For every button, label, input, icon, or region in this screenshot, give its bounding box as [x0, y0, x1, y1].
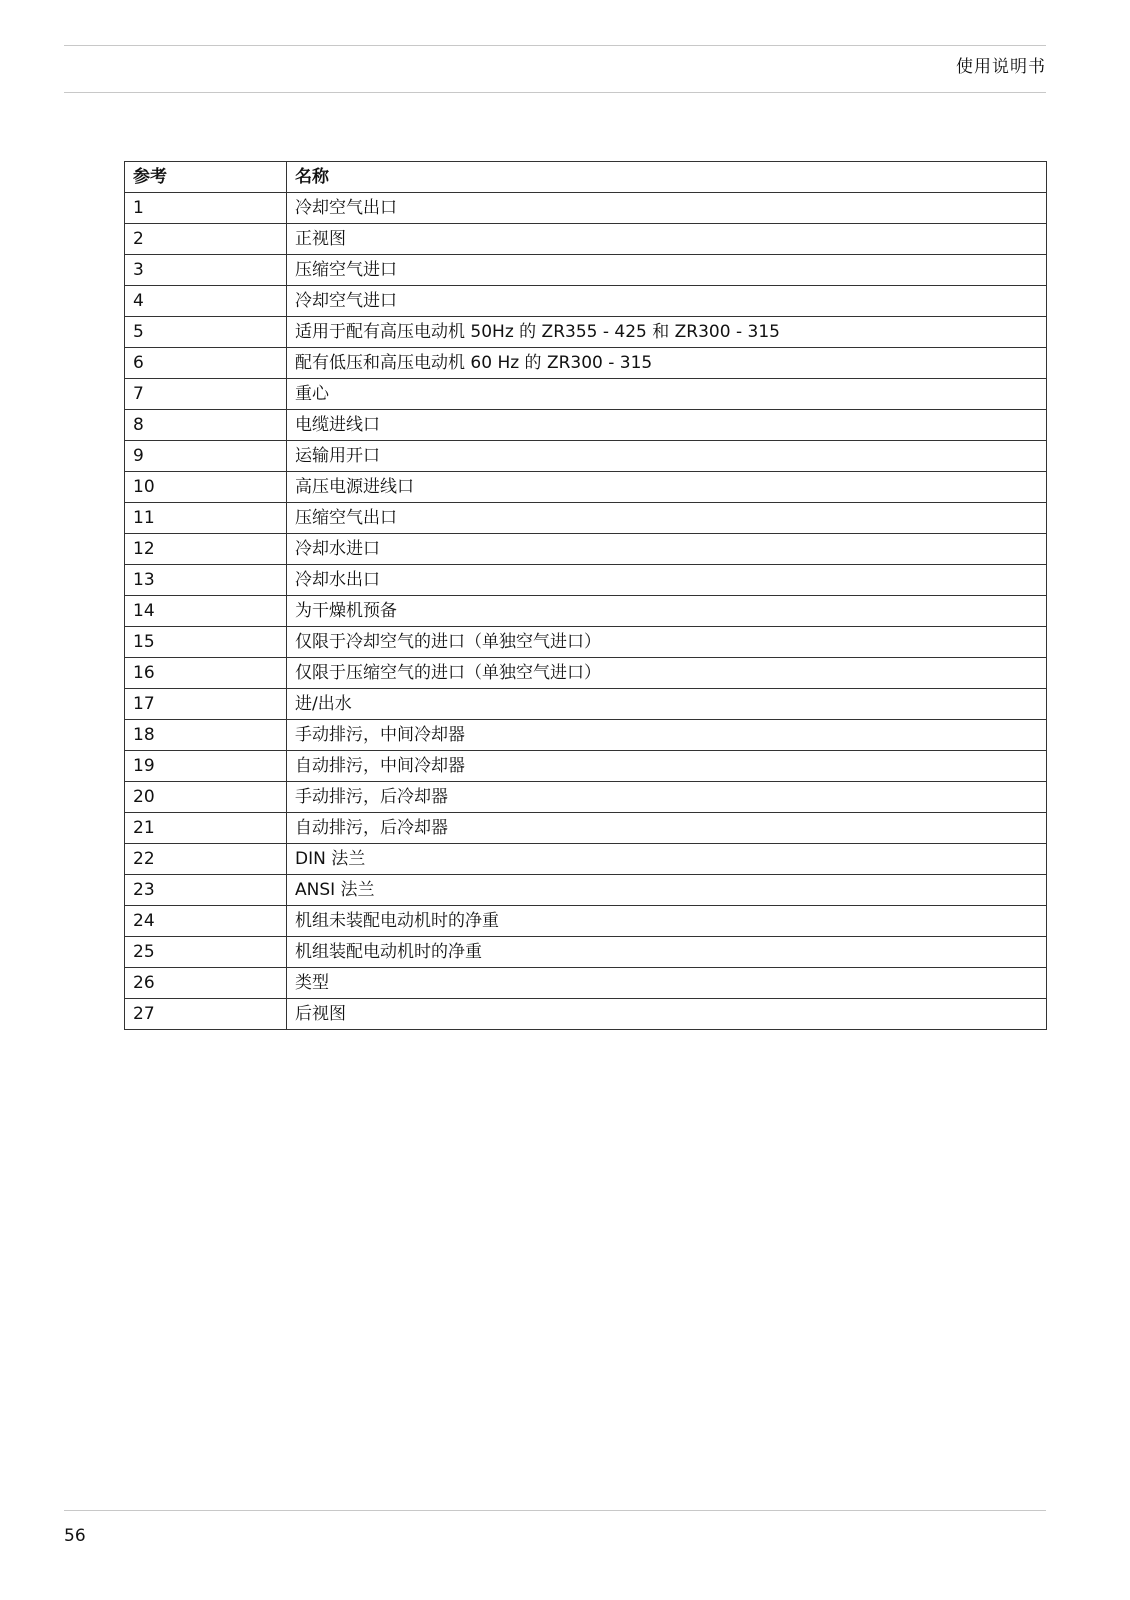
name-cell: 电缆进线口: [287, 410, 1047, 441]
reference-cell: 19: [125, 751, 287, 782]
table-row: [125, 534, 1047, 565]
reference-cell: 24: [125, 906, 287, 937]
column-header-reference: 参考: [125, 162, 287, 193]
name-cell: 后视图: [287, 999, 1047, 1030]
name-cell: 冷却空气出口: [287, 193, 1047, 224]
reference-cell: 18: [125, 720, 287, 751]
reference-cell: 2: [125, 224, 287, 255]
reference-cell: 4: [125, 286, 287, 317]
reference-cell: 26: [125, 968, 287, 999]
table-row: [125, 224, 1047, 255]
reference-cell: 14: [125, 596, 287, 627]
page-number: 56: [64, 1526, 86, 1546]
name-cell: 进/出水: [287, 689, 1047, 720]
name-cell: 运输用开口: [287, 441, 1047, 472]
name-cell: 手动排污，后冷却器: [287, 782, 1047, 813]
reference-cell: 27: [125, 999, 287, 1030]
name-cell: 冷却水进口: [287, 534, 1047, 565]
reference-cell: 25: [125, 937, 287, 968]
name-cell: 适用于配有高压电动机 50Hz 的 ZR355 - 425 和 ZR300 - 315: [287, 317, 1047, 348]
header-top-rule: [64, 45, 1046, 46]
table-row: [125, 379, 1047, 410]
reference-cell: 15: [125, 627, 287, 658]
table-row: [125, 255, 1047, 286]
reference-cell: 21: [125, 813, 287, 844]
name-cell: DIN 法兰: [287, 844, 1047, 875]
name-cell: 类型: [287, 968, 1047, 999]
table-header-row: [125, 162, 1047, 193]
table-row: [125, 472, 1047, 503]
name-cell: 重心: [287, 379, 1047, 410]
table-row: [125, 627, 1047, 658]
reference-cell: 20: [125, 782, 287, 813]
reference-cell: 23: [125, 875, 287, 906]
name-cell: 自动排污，中间冷却器: [287, 751, 1047, 782]
reference-cell: 5: [125, 317, 287, 348]
table-row: [125, 720, 1047, 751]
table-row: [125, 596, 1047, 627]
table-row: [125, 844, 1047, 875]
name-cell: 仅限于压缩空气的进口（单独空气进口）: [287, 658, 1047, 689]
reference-cell: 13: [125, 565, 287, 596]
column-header-name: 名称: [287, 162, 1047, 193]
name-cell: 高压电源进线口: [287, 472, 1047, 503]
name-cell: 仅限于冷却空气的进口（单独空气进口）: [287, 627, 1047, 658]
name-cell: 机组装配电动机时的净重: [287, 937, 1047, 968]
table-row: [125, 286, 1047, 317]
table-row: [125, 658, 1047, 689]
reference-cell: 12: [125, 534, 287, 565]
reference-cell: 22: [125, 844, 287, 875]
table-row: [125, 937, 1047, 968]
table-row: [125, 782, 1047, 813]
name-cell: ANSI 法兰: [287, 875, 1047, 906]
name-cell: 为干燥机预备: [287, 596, 1047, 627]
name-cell: 自动排污，后冷却器: [287, 813, 1047, 844]
name-cell: 配有低压和高压电动机 60 Hz 的 ZR300 - 315: [287, 348, 1047, 379]
table-row: [125, 348, 1047, 379]
table-row: [125, 689, 1047, 720]
name-cell: 冷却空气进口: [287, 286, 1047, 317]
reference-cell: 11: [125, 503, 287, 534]
reference-cell: 17: [125, 689, 287, 720]
table-row: [125, 999, 1047, 1030]
reference-cell: 7: [125, 379, 287, 410]
reference-cell: 3: [125, 255, 287, 286]
reference-cell: 9: [125, 441, 287, 472]
table-body: [125, 193, 1047, 1030]
table-row: [125, 410, 1047, 441]
header-bottom-rule: [64, 92, 1046, 93]
footer-rule: [64, 1510, 1046, 1511]
table-row: [125, 317, 1047, 348]
table-row: [125, 875, 1047, 906]
table-row: [125, 968, 1047, 999]
reference-cell: 1: [125, 193, 287, 224]
table-row: [125, 813, 1047, 844]
table-row: [125, 906, 1047, 937]
name-cell: 正视图: [287, 224, 1047, 255]
reference-table: [124, 161, 1047, 1030]
name-cell: 机组未装配电动机时的净重: [287, 906, 1047, 937]
table-row: [125, 751, 1047, 782]
name-cell: 手动排污，中间冷却器: [287, 720, 1047, 751]
table-row: [125, 193, 1047, 224]
name-cell: 压缩空气进口: [287, 255, 1047, 286]
reference-cell: 8: [125, 410, 287, 441]
reference-cell: 10: [125, 472, 287, 503]
reference-cell: 6: [125, 348, 287, 379]
reference-cell: 16: [125, 658, 287, 689]
table-row: [125, 565, 1047, 596]
table-row: [125, 441, 1047, 472]
name-cell: 冷却水出口: [287, 565, 1047, 596]
table-row: [125, 503, 1047, 534]
name-cell: 压缩空气出口: [287, 503, 1047, 534]
document-title: 使用说明书: [956, 57, 1046, 77]
